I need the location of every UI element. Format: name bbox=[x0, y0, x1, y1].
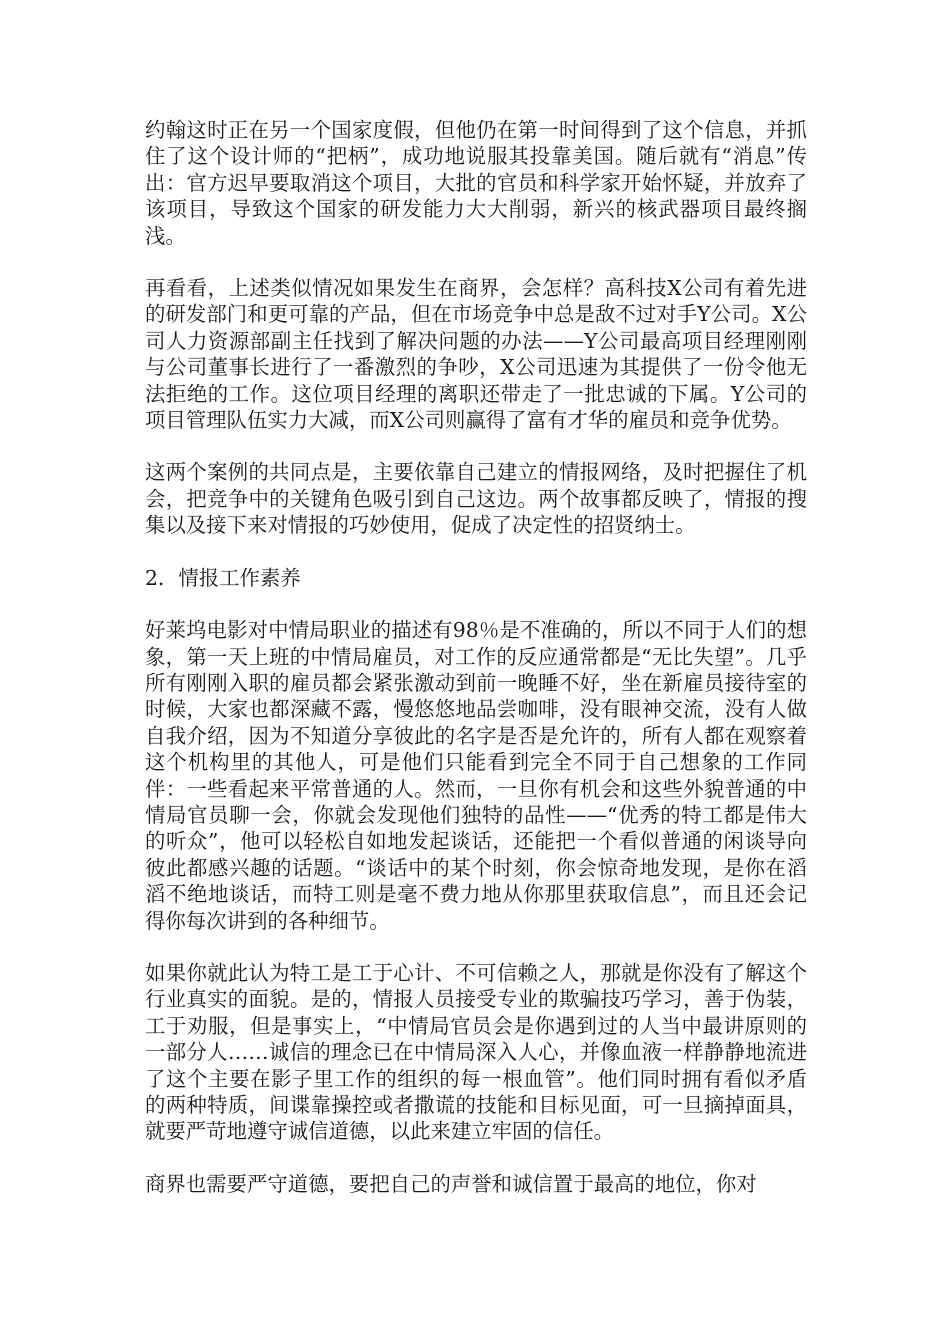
paragraph-3: 这两个案例的共同点是，主要依靠自己建立的情报网络，及时把握住了机会，把竞争中的关键角色吸引到自己这边。两个故事都反映了，情报的搜集以及接下来对情报的巧妙使用，促成了决定性的招贤纳士。 bbox=[145, 460, 807, 538]
section-heading: 2．情报工作素养 bbox=[145, 565, 301, 590]
document-page bbox=[145, 117, 807, 1223]
paragraph-4: 好莱坞电影对中情局职业的描述有98％是不准确的，所以不同于人们的想象，第一天上班的中情局雇员，对工作的反应通常都是“无比失望”。几乎所有刚刚入职的雇员都会紧张激动到前一晚睡不好，坐在新雇员接待室的时候，大家也都深藏不露，慢悠悠地品尝咖啡，没有眼神交流，没有人做自我介绍，因为不知道分享彼此的名字是否是允许的，所有人都在观察着这个机构里的其他人，可是他们只能看到完全不同于自己想象的工作同伴：一些看起来平常普通的人。然而，一旦你有机会和这些外貌普通的中情局官员聊一会，你就会发现他们独特的品性——“优秀的特工都是伟大的听众”，他可以轻松自如地发起谈话，还能把一个看似普通的闲谈导向彼此都感兴趣的话题。“谈话中的某个时刻，你会惊奇地发现，是你在滔滔不绝地谈话，而特工则是毫不费力地从你那里获取信息”，而且还会记得你每次讲到的各种细节。 bbox=[145, 618, 807, 933]
paragraph-1: 约翰这时正在另一个国家度假，但他仍在第一时间得到了这个信息，并抓住了这个设计师的“把柄”，成功地说服其投靠美国。随后就有“消息”传出：官方迟早要取消这个项目，大批的官员和科学家开始怀疑，并放弃了该项目，导致这个国家的研发能力大大削弱，新兴的核武器项目最终搁浅。 bbox=[145, 118, 807, 248]
paragraph-6: 商界也需要严守道德，要把自己的声誉和诚信置于最高的地位，你对 bbox=[145, 1171, 757, 1196]
paragraph-5: 如果你就此认为特工是工于心计、不可信赖之人，那就是你没有了解这个行业真实的面貌。是的，情报人员接受专业的欺骗技巧学习，善于伪装，工于劝服，但是事实上，“中情局官员会是你遇到过的人当中最讲原则的一部分人……诚信的理念已在中情局深入人心，并像血液一样静静地流进了这个主要在影子里工作的组织的每一根血管”。他们同时拥有看似矛盾的两种特质，间谍靠操控或者撒谎的技能和目标见面，可一旦摘掉面具，就要严苛地遵守诚信道德，以此来建立牢固的信任。 bbox=[145, 960, 807, 1144]
paragraph-2: 再看看，上述类似情况如果发生在商界，会怎样？高科技X公司有着先进的研发部门和更可靠的产品，但在市场竞争中总是敌不过对手Y公司。X公司人力资源部副主任找到了解决问题的办法——Y公司最高项目经理刚刚与公司董事长进行了一番激烈的争吵，X公司迅速为其提供了一份令他无法拒绝的工作。这位项目经理的离职还带走了一批忠诚的下属。Y公司的项目管理队伍实力大减，而X公司则赢得了富有才华的雇员和竞争优势。 bbox=[145, 276, 807, 433]
